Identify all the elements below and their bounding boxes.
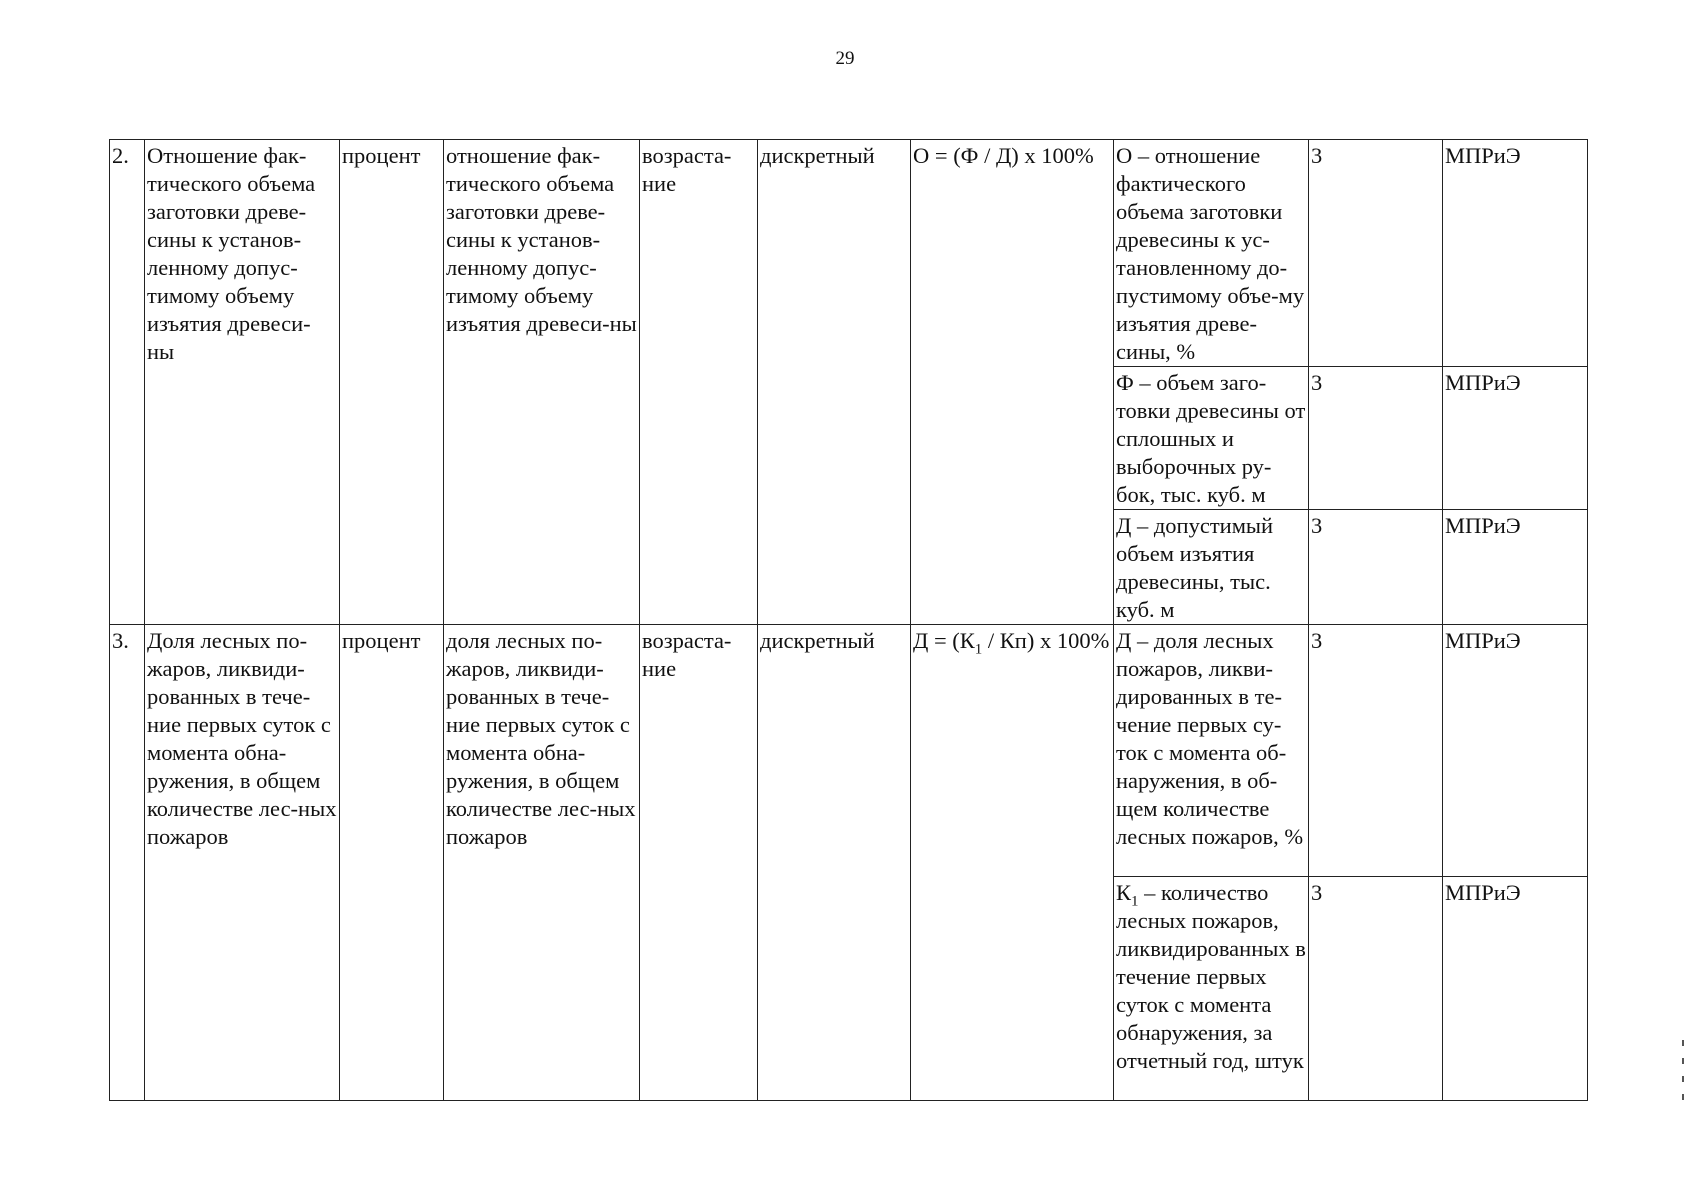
table-row [110,140,1588,367]
unit-cell: процент [340,625,444,1101]
formula-subscript: 1 [974,641,983,658]
row-number: 3. [110,625,145,1101]
row-number: 2. [110,140,145,625]
page-number: 29 [835,48,855,69]
component-desc: Д – допустимый объем изъятия древесины, тыс. куб. м [1114,510,1309,625]
desc-part: – количество лесных пожаров, ликвидированных в течение первых суток с момента обнаружения, за отчетный год, штук [1116,880,1306,1073]
component-code: 3 [1309,510,1443,625]
component-source: МПРиЭ [1443,140,1588,367]
type-cell: дискретный [758,140,911,625]
component-source: МПРиЭ [1443,625,1588,877]
component-desc: Ф – объем заго-товки древесины от сплошных и выборочных ру-бок, тыс. куб. м [1114,367,1309,510]
indicators-table [109,139,1588,1101]
component-code: 3 [1309,625,1443,877]
scan-edge-marks [1682,1040,1685,1130]
component-desc: О – отношение фактического объема заготовки древесины к ус-тановленному до-пустимому объе-му изъятия древе-сины, % [1114,140,1309,367]
type-cell: дискретный [758,625,911,1101]
component-code: 3 [1309,140,1443,367]
component-desc: Д – доля лесных пожаров, ликви-дированных в те-чение первых су-ток с момента об-наружения, в об-щем количестве лесных пожаров, % [1114,625,1309,877]
indicator-name: Доля лесных по-жаров, ликвиди-рованных в тече-ние первых суток с момента обна-ружения, в общем количестве лес-ных пожаров [145,625,340,1101]
trend-cell: возраста-ние [640,625,758,1101]
formula-cell [911,625,1114,1101]
definition-cell: отношение фак-тического объема заготовки древе-сины к установ-ленному допус-тимому объему изъятия древеси-ны [444,140,640,625]
table-row [110,625,1588,877]
component-code: 3 [1309,367,1443,510]
desc-subscript: 1 [1131,893,1139,910]
desc-part: К [1116,880,1132,905]
component-source: МПРиЭ [1443,877,1588,1101]
unit-cell: процент [340,140,444,625]
formula-cell: О = (Ф / Д) х 100% [911,140,1114,625]
component-code: 3 [1309,877,1443,1101]
component-source: МПРиЭ [1443,510,1588,625]
component-desc [1114,877,1309,1101]
indicator-name: Отношение фак-тического объема заготовки древе-сины к установ-ленному допус-тимому объему изъятия древеси-ны [145,140,340,625]
trend-cell: возраста-ние [640,140,758,625]
definition-cell: доля лесных по-жаров, ликвиди-рованных в тече-ние первых суток с момента обна-ружения, в общем количестве лес-ных пожаров [444,625,640,1101]
component-source: МПРиЭ [1443,367,1588,510]
formula-part: / Кп) х 100% [982,628,1110,653]
formula-part: Д = (К [913,628,975,653]
